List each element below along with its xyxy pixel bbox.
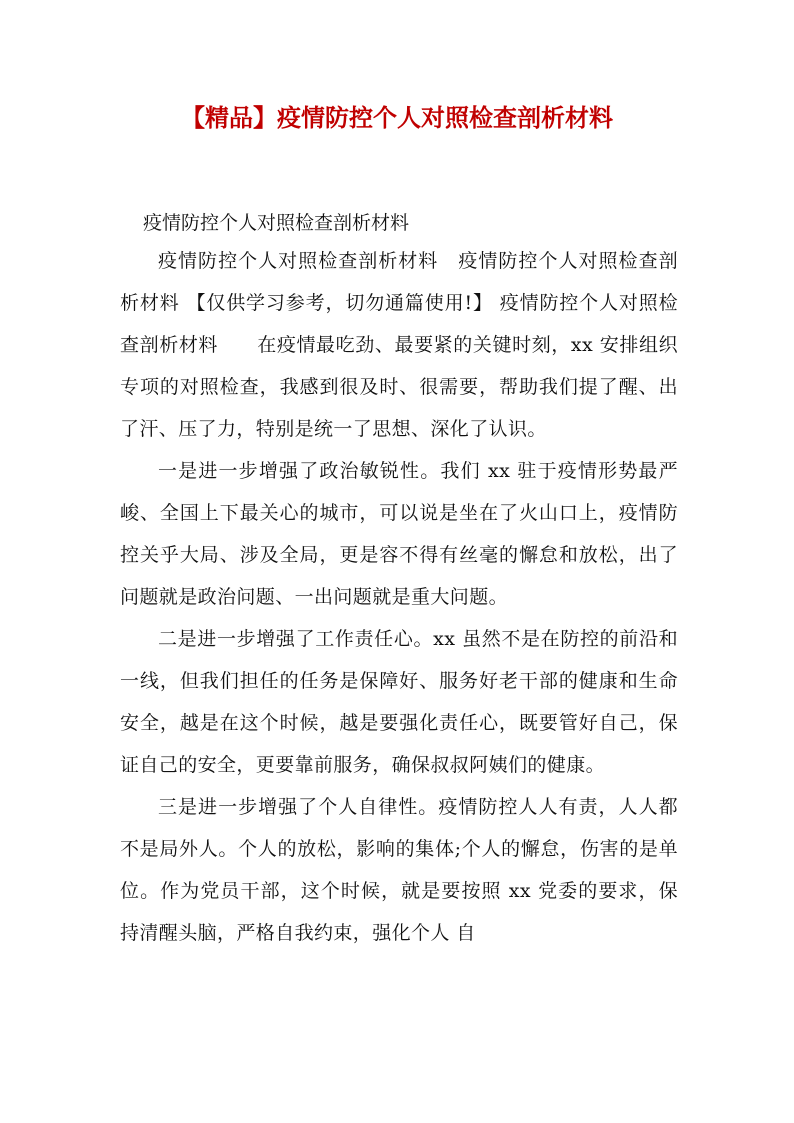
document-subtitle: 疫情防控个人对照检查剖析材料	[143, 212, 410, 234]
paragraph-intro: 疫情防控个人对照检查剖析材料 疫情防控个人对照检查剖析材料 【仅供学习参考，切勿通篇使用!】 疫情防控个人对照检查剖析材料 在疫情最吃劲、最要紧的关键时刻，xx 安排组织专项的对照检查，我感到很及时、很需要，帮助我们提了醒、出了汗、压了力，特别是统一了思想、深化了认识。	[120, 250, 678, 440]
paragraph-political: 一是进一步增强了政治敏锐性。我们 xx 驻于疫情形势最严峻、全国上下最关心的城市，可以说是坐在了火山口上，疫情防控关乎大局、涉及全局，更是容不得有丝毫的懈怠和放松，出了问题就是政治问题、一出问题就是重大问题。	[120, 460, 678, 608]
document-body	[120, 240, 678, 954]
paragraph-responsibility: 二是进一步增强了工作责任心。xx 虽然不是在防控的前沿和一线，但我们担任的任务是保障好、服务好老干部的健康和生命安全，越是在这个时候，越是要强化责任心，既要管好自己，保证自己的安全，更要靠前服务，确保叔叔阿姨们的健康。	[120, 628, 678, 776]
document-title: 【精品】疫情防控个人对照检查剖析材料	[181, 103, 613, 132]
paragraph-self-discipline: 三是进一步增强了个人自律性。疫情防控人人有责，人人都不是局外人。个人的放松，影响的集体;个人的懈怠，伤害的是单位。作为党员干部，这个时候，就是要按照 xx 党委的要求，保持清醒头脑，严格自我约束，强化个人 自	[120, 796, 678, 944]
